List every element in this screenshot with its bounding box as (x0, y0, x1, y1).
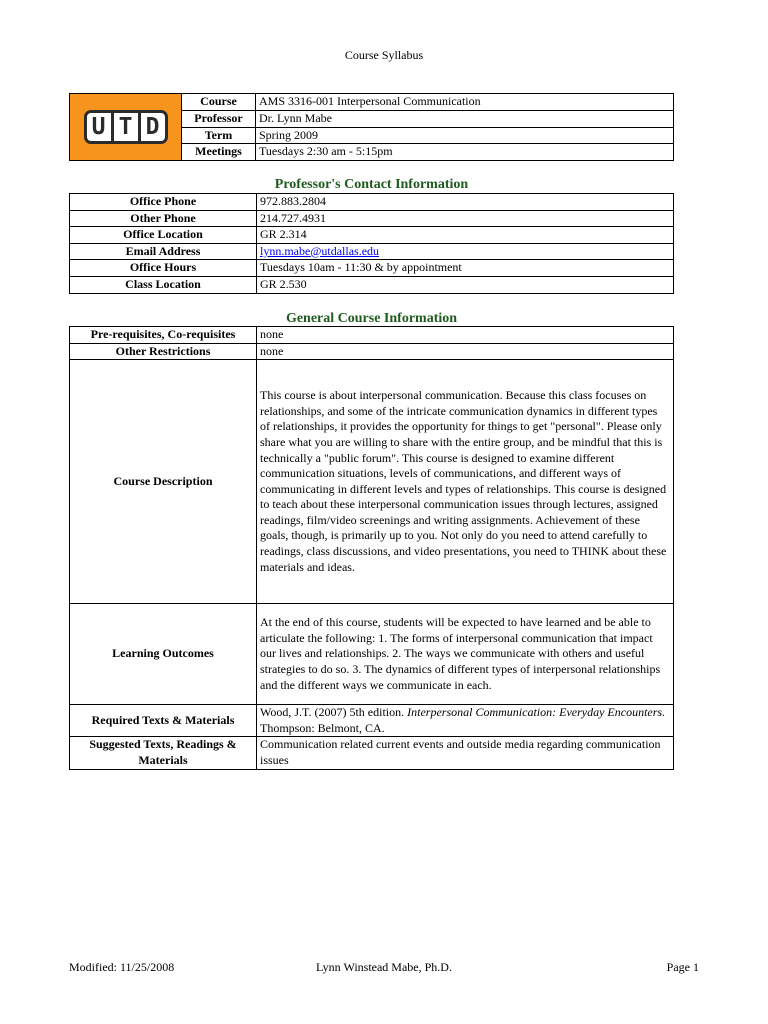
required-texts-label: Required Texts & Materials (70, 705, 257, 737)
course-label: Course (182, 94, 256, 111)
table-row (70, 360, 674, 604)
term-label: Term (182, 127, 256, 144)
professor-label: Professor (182, 110, 256, 127)
outcomes-value: At the end of this course, students will be expected to have learned and be able to articulate the following: 1. The forms of interpersonal communication that impact our lives and relationships. 2. The ways we communicate with others and useful strategies to do so. 3. The dynamics of different types of interpersonal relationships and the different ways we communicate in each. (257, 604, 674, 705)
restrictions-label: Other Restrictions (70, 343, 257, 360)
table-row (70, 194, 674, 211)
footer-author: Lynn Winstead Mabe, Ph.D. (316, 960, 452, 974)
table-row (70, 705, 674, 737)
description-value: This course is about interpersonal communication. Because this class focuses on relationships, and some of the intricate communication dynamics in different types of relationships, it provides the opportunity for things to get "personal". Please only share what you are willing to share with the entire group, and be mindful that this is technically a "public forum". This course is designed to examine different communication situations, levels of communications, and different ways of communicating in different levels and types of relationships. This course is designed to teach about these interpersonal communication issues through lectures, assigned readings, film/video screenings and writing assignments. Achievement of these goals, though, is primarily up to you. Not only do you need to attend carefully to readings, class discussions, and video presentations, you need to THINK about these materials and ideas. (257, 360, 674, 604)
contact-section-title: Professor's Contact Information (274, 177, 469, 192)
table-row (70, 210, 674, 227)
general-section-title: General Course Information (285, 311, 458, 326)
email-cell (257, 243, 674, 260)
table-row (70, 276, 674, 293)
footer-modified: Modified: 11/25/2008 (69, 960, 175, 974)
required-texts-title: Interpersonal Communication: Everyday Encounters. (407, 705, 666, 720)
class-location-value: GR 2.530 (257, 276, 674, 293)
course-value: AMS 3316-001 Interpersonal Communication (256, 94, 674, 111)
office-location-value: GR 2.314 (257, 227, 674, 244)
meetings-label: Meetings (182, 144, 256, 161)
suggested-texts-label: Suggested Texts, Readings & Materials (70, 737, 257, 769)
page-title: Course Syllabus (344, 48, 424, 62)
required-texts-prefix: Wood, J.T. (2007) 5th edition. (260, 705, 408, 720)
suggested-texts-value: Communication related current events and outside media regarding communication issues (257, 737, 674, 769)
footer-page-number: Page 1 (666, 960, 699, 974)
logo-letter: D (138, 113, 165, 141)
table-row (70, 327, 674, 344)
office-phone-label: Office Phone (70, 194, 257, 211)
other-phone-label: Other Phone (70, 210, 257, 227)
term-value: Spring 2009 (256, 127, 674, 144)
required-texts-suffix: Thompson: Belmont, CA. (260, 720, 385, 735)
course-info-table (69, 93, 674, 161)
office-phone-value: 972.883.2804 (257, 194, 674, 211)
table-row (70, 604, 674, 705)
office-location-label: Office Location (70, 227, 257, 244)
meetings-value: Tuesdays 2:30 am - 5:15pm (256, 144, 674, 161)
class-location-label: Class Location (70, 276, 257, 293)
email-link[interactable]: lynn.mabe@utdallas.edu (260, 243, 380, 258)
description-label: Course Description (70, 360, 257, 604)
table-row (70, 260, 674, 277)
logo-letter: T (111, 113, 138, 141)
professor-value: Dr. Lynn Mabe (256, 110, 674, 127)
other-phone-value: 214.727.4931 (257, 210, 674, 227)
utd-logo-mark (84, 110, 168, 144)
utd-logo (70, 94, 182, 161)
email-label: Email Address (70, 243, 257, 260)
office-hours-label: Office Hours (70, 260, 257, 277)
table-row (70, 737, 674, 769)
prereq-label: Pre-requisites, Co-requisites (70, 327, 257, 344)
general-info-table (69, 326, 674, 770)
prereq-value: none (257, 327, 674, 344)
table-row (70, 343, 674, 360)
outcomes-label: Learning Outcomes (70, 604, 257, 705)
table-row (70, 227, 674, 244)
restrictions-value: none (257, 343, 674, 360)
contact-table (69, 193, 674, 294)
course-row (70, 94, 674, 111)
required-texts-value (257, 705, 674, 737)
office-hours-value: Tuesdays 10am - 11:30 & by appointment (257, 260, 674, 277)
table-row (70, 243, 674, 260)
logo-letter: U (91, 114, 106, 140)
